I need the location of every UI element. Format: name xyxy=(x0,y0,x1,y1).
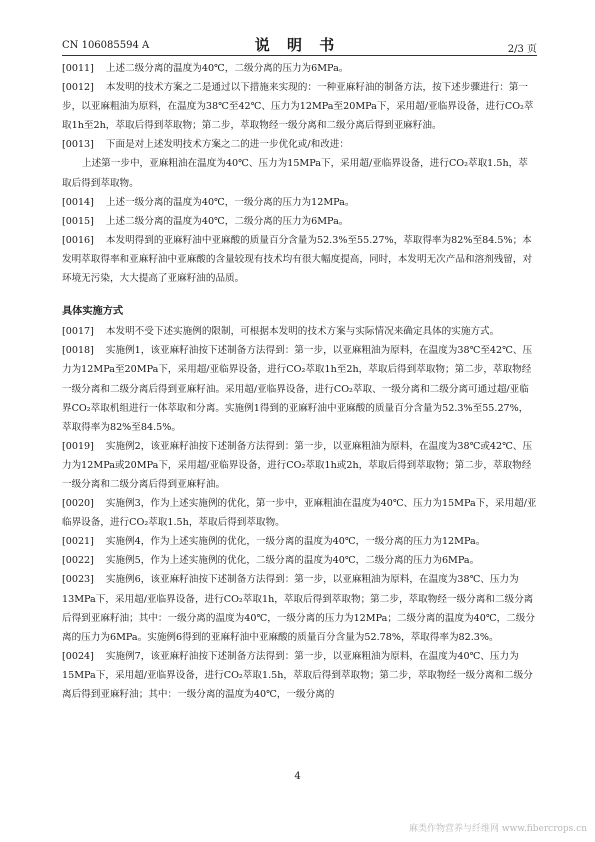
paragraph-tag: [0021] xyxy=(62,536,94,548)
paragraph-0013 xyxy=(62,135,537,154)
paragraph-text: 本发明的技术方案之二是通过以下措施来实现的：一种亚麻籽油的制备方法，按下述步骤进行：第一步，以亚麻粗油为原料，在温度为38℃至42℃、压力为12MPa至20MPa下，采用超/亚临界设备，进行CO₂萃取1h至2h，萃取后得到萃取物；第二步，萃取物经一级分离和二级分离后得到亚麻籽油。 xyxy=(62,82,534,132)
paragraph-text: 实施例3，作为上述实施例的优化，第一步中，亚麻粗油在温度为40℃、压力为15MPa下，采用超/亚临界设备，进行CO₂萃取1.5h，萃取后得到萃取物。 xyxy=(62,498,537,529)
paragraph-text: 上述一级分离的温度为40℃，一级分离的压力为12MPa。 xyxy=(105,196,355,208)
paragraph-tag: [0014] xyxy=(62,196,94,208)
paragraph-tag: [0013] xyxy=(62,139,94,151)
section-heading: 具体实施方式 xyxy=(62,305,124,318)
paragraph-text: 上述第一步中，亚麻粗油在温度为40℃、压力为15MPa下，采用超/亚临界设备，进行CO₂萃取1.5h，萃取后得到萃取物。 xyxy=(62,158,528,189)
paragraph-0014 xyxy=(62,193,537,212)
paragraph-0022 xyxy=(62,551,537,570)
paragraph-text: 实施例7，该亚麻籽油按下述制备方法得到：第一步，以亚麻粗油为原料，在温度为40℃、压力为15MPa下，采用超/亚临界设备，进行CO₂萃取1.5h，萃取后得到萃取物；第二步，萃取物经一级分离和二级分离后得到亚麻籽油；其中：一级分离的温度为40℃，一级分离的 xyxy=(62,650,533,700)
paragraph-tag: [0011] xyxy=(62,63,94,74)
paragraph-0019 xyxy=(62,437,537,494)
paragraph-tag: [0020] xyxy=(62,498,94,510)
patent-number: CN 106085594 A xyxy=(62,40,150,51)
paragraph-tag: [0019] xyxy=(62,440,94,452)
paragraph-0021 xyxy=(62,532,537,551)
paragraph-text: 实施例6，该亚麻籽油按下述制备方法得到：第一步，以亚麻粗油为原料，在温度为38℃、压力为13MPa下，采用超/亚临界设备，进行CO₂萃取1h，萃取后得到萃取物；第二步，萃取物经一级分离和二级分离后得到亚麻籽油；其中：一级分离的温度为40℃，一级分离的压力为12MPa；二级分离的温度为40℃，二级分离的压力为6MPa。实施例6得到的亚麻籽油中亚麻酸的质量百分含量为52.78%，萃取得率为82.3%。 xyxy=(62,574,535,643)
paragraph-tag: [0012] xyxy=(62,82,94,94)
paragraph-tag: [0015] xyxy=(62,215,94,227)
paragraph-text: 下面是对上述发明技术方案之二的进一步优化或/和改进： xyxy=(105,139,349,151)
document-title: 说 明 书 xyxy=(254,36,341,54)
paragraph-tag: [0016] xyxy=(62,234,94,246)
paragraph-text: 上述二级分离的温度为40℃，二级分离的压力为6MPa。 xyxy=(105,215,349,227)
paragraph-0023 xyxy=(62,570,537,646)
paragraph-0017 xyxy=(62,322,537,341)
paragraph-0015 xyxy=(62,212,537,231)
paragraph-0020 xyxy=(62,494,537,532)
paragraph-text: 实施例5，作为上述实施例的优化，二级分离的温度为40℃，二级分离的压力为6MPa。 xyxy=(105,555,480,567)
paragraph-0012 xyxy=(62,78,537,135)
paragraph-tag: [0018] xyxy=(62,345,94,357)
paragraph-text: 实施例1，该亚麻籽油按下述制备方法得到：第一步，以亚麻粗油为原料，在温度为38℃至42℃、压力为12MPa至20MPa下，采用超/亚临界设备，进行CO₂萃取1h至2h，萃取后得到萃取物；第二步，萃取物经一级分离和二级分离后得到亚麻籽油。采用超/亚临界设备，进行CO₂萃取、一级分离和二级分离可通过超/亚临界CO₂萃取机组进行一体萃取和分离。实施例1得到的亚麻籽油中亚麻酸的质量百分含量为52.3%至55.27%，萃取得率为82%至84.5%。 xyxy=(62,345,533,433)
paragraph-text: 实施例2，该亚麻籽油按下述制备方法得到：第一步，以亚麻粗油为原料，在温度为38℃或42℃、压力为12MPa或20MPa下，采用超/亚临界设备，进行CO₂萃取1h或2h，萃取后得到萃取物；第二步，萃取物经一级分离和二级分离后得到亚麻籽油。 xyxy=(62,440,533,490)
paragraph-text: 本发明不受下述实施例的限制，可根据本发明的技术方案与实际情况来确定具体的实施方式。 xyxy=(105,326,500,338)
paragraph-tag: [0024] xyxy=(62,650,94,662)
paragraph-0013-cont xyxy=(62,154,537,192)
paragraph-tag: [0022] xyxy=(62,555,94,567)
paragraph-text: 上述二级分离的温度为40℃，二级分离的压力为6MPa。 xyxy=(105,63,349,74)
paragraph-0011 xyxy=(62,59,537,78)
page-indicator: 2/3 页 xyxy=(507,44,537,55)
paragraph-0018 xyxy=(62,341,537,436)
header-divider xyxy=(62,55,537,56)
paragraph-tag: [0023] xyxy=(62,574,94,586)
paragraph-text: 实施例4，作为上述实施例的优化，一级分离的温度为40℃，一级分离的压力为12MPa。 xyxy=(105,536,486,548)
paragraph-text: 本发明得到的亚麻籽油中亚麻酸的质量百分含量为52.3%至55.27%，萃取得率为82%至84.5%；本发明萃取得率和亚麻籽油中亚麻酸的含量较现有技术均有很大幅度提高，同时，本发明无次产品和溶剂残留，对环境无污染，大大提高了亚麻籽油的品质。 xyxy=(62,234,533,285)
paragraph-0024 xyxy=(62,647,537,704)
paragraph-0016 xyxy=(62,231,537,288)
page-number: 4 xyxy=(294,771,301,782)
paragraph-tag: [0017] xyxy=(62,326,94,338)
watermark: 麻类作物营养与纤维网 www.fibercrops.cn xyxy=(409,824,587,834)
document-body xyxy=(62,59,537,704)
